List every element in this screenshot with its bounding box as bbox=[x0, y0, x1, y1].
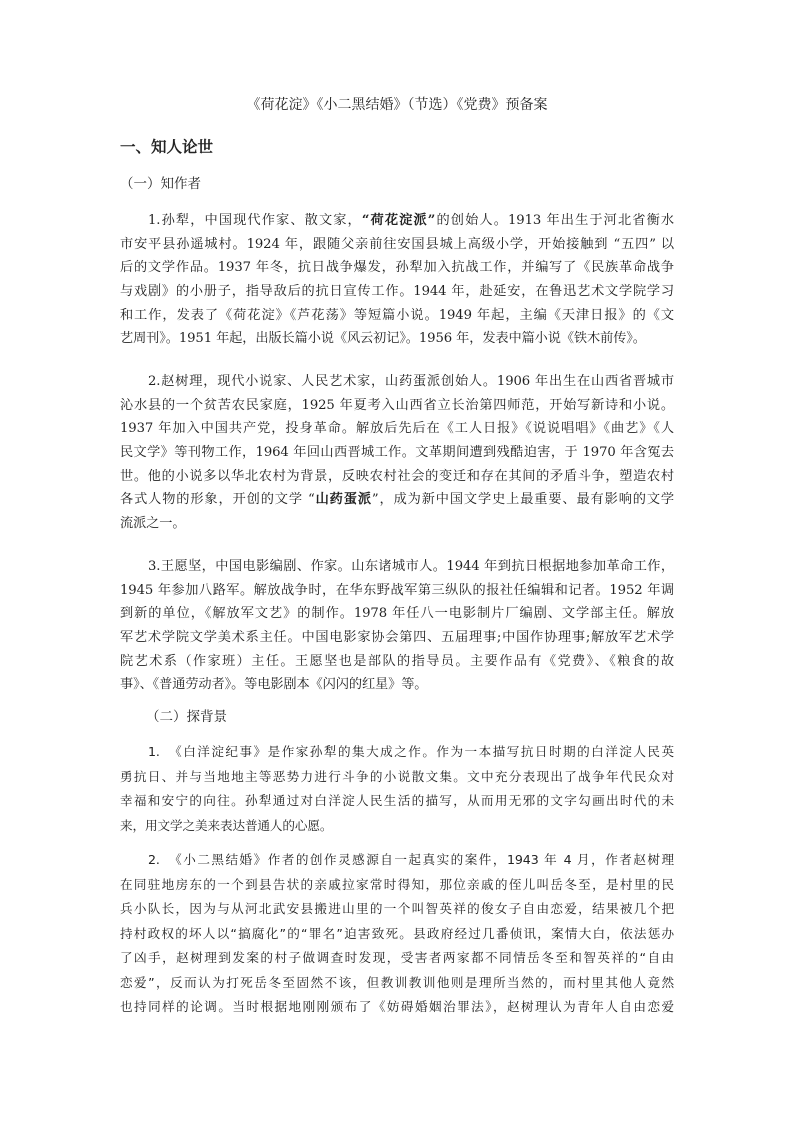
text-line: 世。他的小说多以华北农村为背景，反映农村社会的变迁和存在其间的矛盾斗争，塑造农村 bbox=[120, 468, 674, 484]
text-line: 1. 《白洋淀纪事》是作家孙犁的集大成之作。作为一本描写抗日时期的白洋淀人民英 bbox=[148, 744, 674, 759]
text-line: 来，用文学之美来表达普通人的心愿。 bbox=[120, 817, 333, 833]
text-line: 到新的单位，《解放军文艺》的制作。1978 年任八一电影制片厂编剧、文学部主任。解放 bbox=[120, 606, 674, 622]
section-heading-1: 一、知人论世 bbox=[120, 138, 214, 156]
text-line: 1945 年参加八路军。解放战争时，在华东野战军第三纵队的报社任编辑和记者。1952 年调 bbox=[120, 582, 674, 598]
text-line: 幸福和安宁的向往。孙犁通过对白洋淀人民生活的描写，从而用无邪的文字勾画出时代的未 bbox=[120, 793, 674, 808]
text-line: 艺周刊》。1951 年起，出版长篇小说《风云初记》。1956 年，发表中篇小说《铁木前传》。 bbox=[120, 331, 646, 347]
text-line: 市安平县孙遥城村。1924 年，跟随父亲前往安国县城上高级小学，开始接触到 “五四” 以 bbox=[120, 236, 674, 252]
text-line: 后的文学作品。1937 年冬，抗日战争爆发，孙犁加入抗战工作，并编写了《民族革命战争 bbox=[120, 260, 674, 276]
text-line: 1937 年加入中国共产党，投身革命。解放后先后在《工人日报》《说说唱唱》《曲艺》《人 bbox=[120, 421, 674, 437]
text-line: 也持同样的论调。当时根据地刚刚颁布了《妨碍婚姻治罪法》，赵树理认为青年人自由恋爱 bbox=[120, 999, 674, 1014]
text-line: 民文学》等刊物工作，1964 年回山西晋城工作。文革期间遭到残酷迫害，于 1970 年含冤去 bbox=[120, 445, 674, 461]
text-line: 2. 《小二黑结婚》作者的创作灵感源自一起真实的案件，1943 年 4 月，作者赵树理 bbox=[148, 852, 674, 867]
subsection-heading-author: （一）知作者 bbox=[120, 176, 201, 192]
text-line: 了凶手，赵树理到发案的村子做调查时发现，受害者两家都不同情岳冬至和智英祥的“自由 bbox=[120, 950, 674, 965]
text-line: 2.赵树理，现代小说家、人民艺术家，山药蛋派创始人。1906 年出生在山西省晋城市 bbox=[148, 374, 674, 389]
paragraph-baiyangdian bbox=[120, 740, 674, 838]
text-line: 和工作，发表了《荷花淀》《芦花荡》等短篇小说。1949 年起，主编《天津日报》的《文 bbox=[120, 307, 674, 323]
text-line: 军艺术学院文学美术系主任。中国电影家协会第四、五届理事;中国作协理事;解放军艺术学 bbox=[120, 630, 674, 646]
document-title: 《荷花淀》《小二黑结婚》（节选）《党费》预备案 bbox=[246, 97, 548, 113]
text-line: 沁水县的一个贫苦农民家庭，1925 年夏考入山西省立长治第四师范，开始写新诗和小说。 bbox=[120, 397, 674, 413]
text-line: 持村政权的坏人以“搞腐化”的“罪名”迫害致死。县政府经过几番侦讯，案情大白，依法惩办 bbox=[120, 925, 674, 941]
paragraph-sun-li bbox=[120, 209, 674, 351]
paragraph-zhao-shuli bbox=[120, 370, 674, 536]
text-line: 兵小队长，因为与从河北武安县搬进山里的一个叫智英祥的俊女子自由恋爱，结果被几个把 bbox=[120, 901, 674, 916]
text-line: 在同驻地房东的一个到县告状的亲戚拉家常时得知，那位亲戚的侄儿叫岳冬至，是村里的民 bbox=[120, 876, 674, 892]
text-line: 流派之一。 bbox=[120, 516, 186, 532]
text-line: 1.孙犁，中国现代作家、散文家，“荷花淀派”的创始人。1913 年出生于河北省衡水 bbox=[148, 213, 674, 228]
paragraph-wang-yuanjian bbox=[120, 555, 674, 697]
text-line: 各式人物的形象，开创的文学 “山药蛋派”，成为新中国文学史上最重要、最有影响的文学 bbox=[120, 492, 674, 508]
text-line: 勇抗日、并与当地地主等恶势力进行斗争的小说散文集。文中充分表现出了战争年代民众对 bbox=[120, 768, 674, 784]
text-line: 与戏剧》的小册子，指导敌后的抗日宣传工作。1944 年，赴延安，在鲁迅艺术文学院学习 bbox=[120, 284, 674, 300]
subsection-heading-background: （二）探背景 bbox=[146, 709, 227, 725]
text-line: 恋爱”，反而认为打死岳冬至固然不该，但教训教训他则是理所当然的，而村里其他人竟然 bbox=[120, 974, 674, 990]
text-line: 事》、《普通劳动者》。等电影剧本《闪闪的红星》等。 bbox=[120, 677, 428, 693]
text-line: 3.王愿坚，中国电影编剧、作家。山东诸城市人。1944 年到抗日根据地参加革命工作， bbox=[148, 559, 674, 574]
text-line: 院艺术系（作家班）主任。王愿坚也是部队的指导员。主要作品有《党费》、《粮食的故 bbox=[120, 653, 674, 669]
paragraph-xiao-erhei bbox=[120, 848, 674, 1020]
